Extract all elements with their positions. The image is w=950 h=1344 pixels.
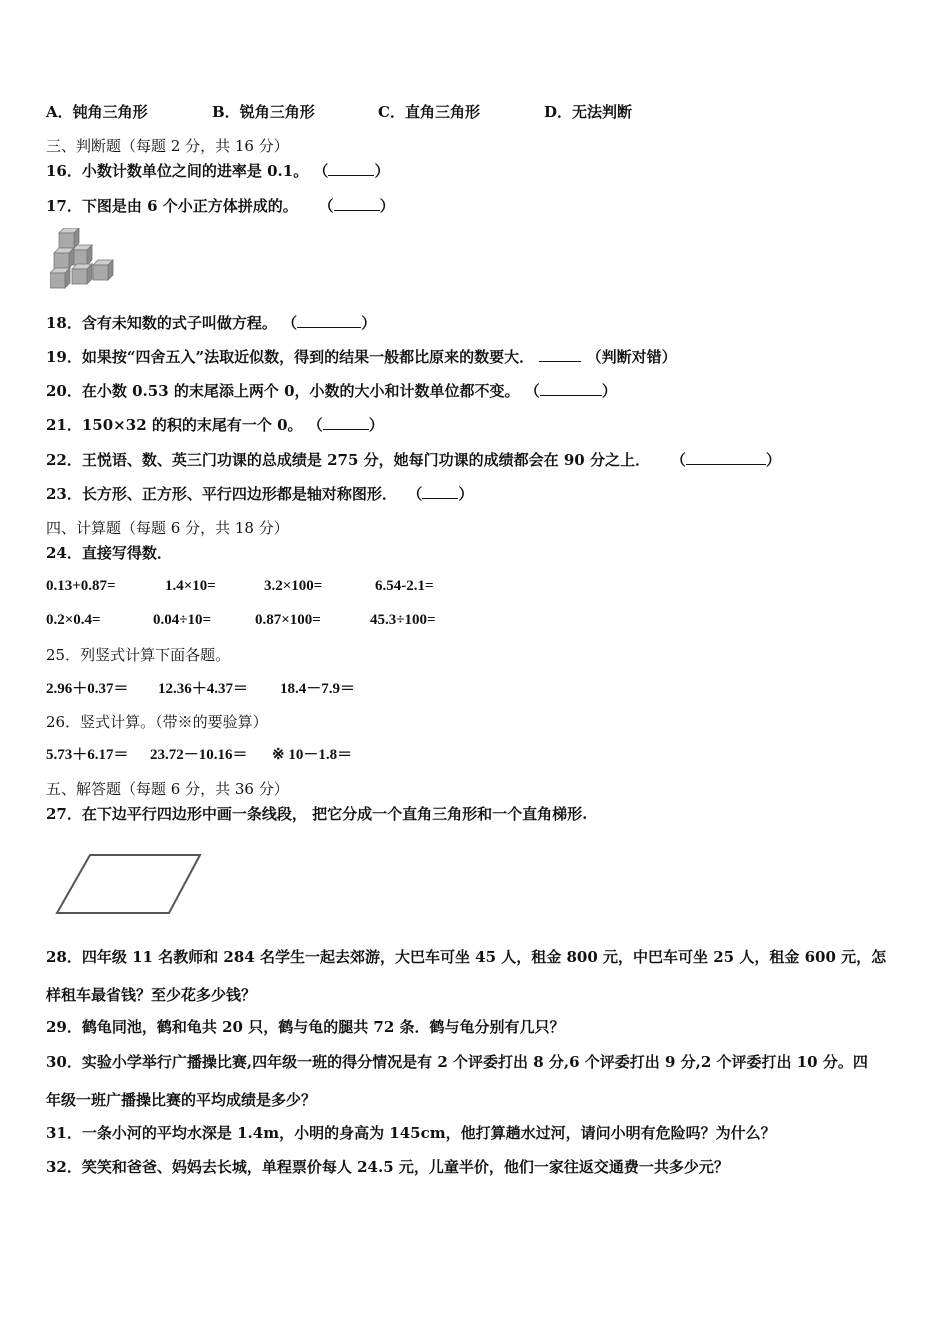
- question-29: 29．鹤龟同池，鹤和龟共 20 只，鹤与龟的腿共 72 条．鹤与龟分别有几只？: [46, 1018, 565, 1036]
- question-text: 下图是由 6 个小正方体拼成的。: [81, 197, 298, 215]
- expression: 45.3÷100=: [370, 612, 436, 628]
- expression: 0.87×100=: [255, 612, 321, 628]
- question-text: 150×32 的积的末尾有一个 0。: [81, 416, 303, 434]
- expression: 12.36＋4.37＝: [158, 681, 249, 697]
- expression: 6.54-2.1=: [375, 578, 434, 594]
- expression: ※ 10－1.8＝: [272, 747, 353, 763]
- question-28-line2: 样租车最省钱？至少花多少钱？: [46, 986, 257, 1004]
- expression: 18.4－7.9＝: [280, 681, 356, 697]
- question-number: 20．: [46, 382, 82, 400]
- option-text: 锐角三角形: [239, 103, 315, 121]
- question-text: 长方形、正方形、平行四边形都是轴对称图形．: [81, 485, 397, 503]
- expression: 0.13+0.87=: [46, 578, 116, 594]
- question-17: 17．下图是由 6 个小正方体拼成的。 （ ）: [46, 197, 395, 215]
- option-b: [212, 102, 315, 122]
- question-21: 21．150×32 的积的末尾有一个 0。 （ ）: [46, 416, 384, 434]
- answer-blank[interactable]: [323, 415, 369, 430]
- question-text: 如果按“四舍五入”法取近似数，得到的结果一般都比原来的数要大．: [81, 348, 535, 366]
- question-16: 16．小数计数单位之间的进率是 0.1。 （ ）: [46, 162, 390, 180]
- question-31: 31．一条小河的平均水深是 1.4m，小明的身高为 145cm，他打算趟水过河，请问小明有危险吗？为什么？: [46, 1124, 776, 1142]
- answer-blank[interactable]: [686, 450, 766, 465]
- expression: 0.04÷10=: [153, 612, 212, 628]
- question-19: [46, 347, 677, 367]
- question-number: 19．: [46, 348, 82, 366]
- answer-blank[interactable]: [540, 381, 602, 396]
- option-letter: B．: [212, 103, 240, 121]
- option-text: 无法判断: [572, 103, 633, 121]
- question-text: 在小数 0.53 的末尾添上两个 0，小数的大小和计数单位都不变。: [81, 382, 520, 400]
- answer-blank[interactable]: [422, 484, 458, 499]
- answer-blank[interactable]: [539, 347, 581, 362]
- section5-title: 五、解答题（每题 6 分，共 36 分）: [46, 780, 289, 798]
- option-letter: A．: [46, 103, 73, 121]
- expression: 23.72－10.16＝: [150, 747, 248, 763]
- expression: 3.2×100=: [264, 578, 323, 594]
- question-number: 16．: [46, 162, 82, 180]
- option-letter: D．: [544, 103, 573, 121]
- option-c: [378, 102, 480, 122]
- question-24-label: 24．直接写得数．: [46, 544, 172, 562]
- question-30-line1: 30．实验小学举行广播操比赛,四年级一班的得分情况是有 2 个评委打出 8 分,6 个评委打出 9 分,2 个评委打出 10 分。四: [46, 1053, 868, 1071]
- option-text: 钝角三角形: [72, 103, 148, 121]
- question-25-label: 25．列竖式计算下面各题。: [46, 646, 231, 664]
- option-text: 直角三角形: [404, 103, 480, 121]
- answer-blank[interactable]: [297, 313, 361, 328]
- expression: 5.73＋6.17＝: [46, 747, 129, 763]
- answer-blank[interactable]: [328, 161, 374, 176]
- expression: 2.96＋0.37＝: [46, 681, 129, 697]
- section3-title: 三、判断题（每题 2 分，共 16 分）: [46, 137, 289, 155]
- question-22: 22．王悦语、数、英三门功课的总成绩是 275 分，她每门功课的成绩都会在 90 分之上． （ ）: [46, 451, 781, 469]
- question-number: 21．: [46, 416, 82, 434]
- question-number: 17．: [46, 197, 82, 215]
- expression: 1.4×10=: [165, 578, 216, 594]
- question-number: 18．: [46, 314, 82, 332]
- expression: 0.2×0.4=: [46, 612, 101, 628]
- option-letter: C．: [378, 103, 405, 121]
- question-32: 32．笑笑和爸爸、妈妈去长城，单程票价每人 24.5 元，儿童半价，他们一家往返交通费一共多少元？: [46, 1158, 729, 1176]
- question-18: 18．含有未知数的式子叫做方程。 （ ）: [46, 314, 377, 332]
- question-20: 20．在小数 0.53 的末尾添上两个 0，小数的大小和计数单位都不变。 （ ）: [46, 382, 617, 400]
- option-d: [544, 102, 632, 122]
- option-a: [46, 102, 148, 122]
- question-number: 23．: [46, 485, 82, 503]
- question-26-label: 26．竖式计算。（带※的要验算）: [46, 713, 268, 731]
- question-23: 23．长方形、正方形、平行四边形都是轴对称图形． （ ）: [46, 485, 474, 503]
- question-text: 王悦语、数、英三门功课的总成绩是 275 分，她每门功课的成绩都会在 90 分之上．: [81, 451, 650, 469]
- cube-stack-icon: [50, 228, 120, 292]
- question-27: 27．在下边平行四边形中画一条线段， 把它分成一个直角三角形和一个直角梯形.: [46, 805, 588, 823]
- question-30-line2: 年级一班广播操比赛的平均成绩是多少？: [46, 1091, 317, 1109]
- question-text: 小数计数单位之间的进率是 0.1。: [81, 162, 309, 180]
- question-28-line1: 28．四年级 11 名教师和 284 名学生一起去郊游，大巴车可坐 45 人，租金 800 元，中巴车可坐 25 人，租金 600 元，怎: [46, 948, 887, 966]
- section4-title: 四、计算题（每题 6 分，共 18 分）: [46, 519, 289, 537]
- question-suffix: （判断对错）: [586, 348, 677, 366]
- parallelogram-icon: [46, 840, 216, 925]
- answer-blank[interactable]: [334, 196, 380, 211]
- question-number: 22．: [46, 451, 82, 469]
- question-text: 含有未知数的式子叫做方程。: [81, 314, 277, 332]
